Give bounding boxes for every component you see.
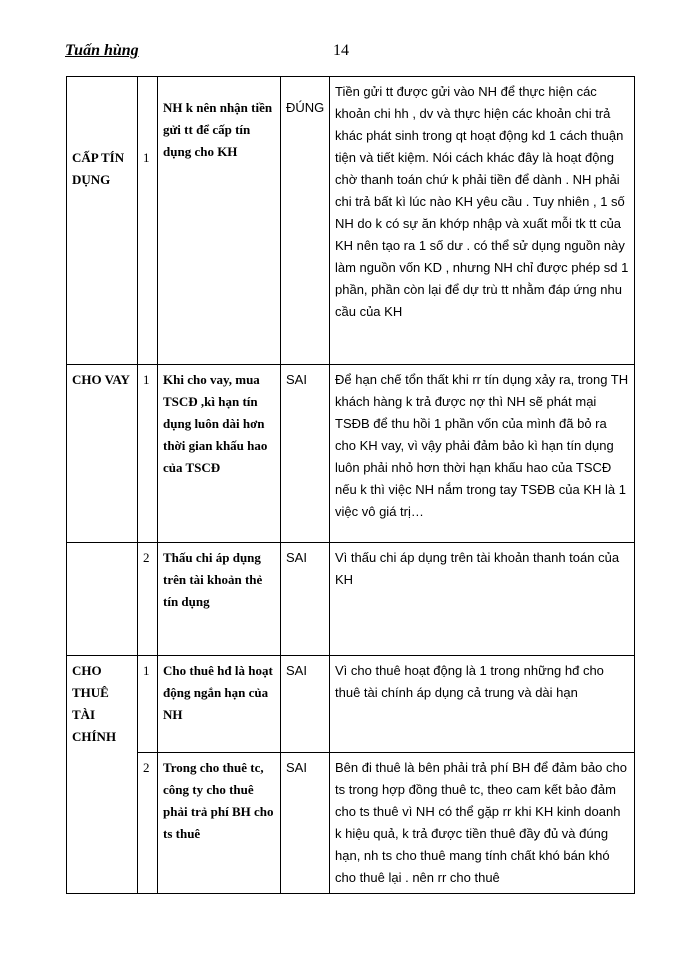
question-cell: Cho thuê hđ là hoạt động ngắn hạn của NH [158, 656, 281, 753]
index-cell: 1 [138, 77, 158, 365]
table-row [67, 543, 635, 656]
page-number: 14 [333, 42, 349, 59]
answer-cell: SAI [281, 365, 330, 543]
index-cell: 1 [138, 365, 158, 543]
table-row [67, 752, 635, 893]
answer-cell: SAI [281, 656, 330, 753]
category-cell [67, 543, 138, 656]
question-cell: Thấu chi áp dụng trên tài khoản thẻ tín dụng [158, 543, 281, 656]
explanation-cell: Tiền gửi tt được gửi vào NH để thực hiện các khoản chi hh , dv và thực hiện các khoản chi trả khác phát sinh trong qt hoạt động kd 1 cách thuận tiện và tiết kiệm. Nói cách khác đây là hoạt động chờ thanh toán chứ k phải tiền để dành . NH phải chi trả bất kì lúc nào KH yêu cầu . Tuy nhiên , 1 số NH do k có sự ăn khớp nhập và xuất mỗi tk tt của KH nên tạo ra 1 số dư . có thể sử dụng nguồn này làm nguồn vốn KD , nhưng NH chỉ được phép sd 1 phần, phần còn lại để dự trù tt nhằm đáp ứng nhu cầu của KH [330, 77, 635, 365]
category-cell [67, 752, 138, 893]
answer-cell: SAI [281, 543, 330, 656]
answer-cell: SAI [281, 752, 330, 893]
question-cell: Trong cho thuê tc, công ty cho thuê phải trả phí BH cho ts thuê [158, 752, 281, 893]
explanation-cell: Để hạn chế tổn thất khi rr tín dụng xảy ra, trong TH khách hàng k trả được nợ thì NH sẽ phát mại TSĐB để thu hồi 1 phần vốn của mình đã bỏ ra cho KH vay, vì vậy phải đảm bảo kì hạn tín dụng luôn phải nhỏ hơn thời hạn khấu hao của TSCĐ nếu k thì việc NH nắm trong tay TSĐB của KH là 1 việc vô giá trị… [330, 365, 635, 543]
table-row [67, 365, 635, 543]
category-cell: CHO THUÊ TÀI CHÍNH [67, 656, 138, 753]
question-cell: Khi cho vay, mua TSCĐ ,kì hạn tín dụng luôn dài hơn thời gian khấu hao của TSCĐ [158, 365, 281, 543]
category-cell: CẤP TÍN DỤNG [67, 77, 138, 365]
explanation-cell: Bên đi thuê là bên phải trả phí BH để đảm bảo cho ts trong hợp đồng thuê tc, theo cam kết bảo đảm cho ts thuê vì NH có thể gặp rr khi KH kinh doanh k hiệu quả, k trả được tiền thuê đầy đủ và đúng hạn, nh ts cho thuê mang tính chất khó bán khó cho thuê lại . nên rr cho thuê [330, 752, 635, 893]
qa-table [66, 76, 635, 894]
author-name: Tuấn hùng [65, 42, 139, 59]
page-header [65, 42, 645, 66]
answer-cell: ĐÚNG [281, 77, 330, 365]
index-cell: 1 [138, 656, 158, 753]
table-row [67, 77, 635, 365]
table-row [67, 656, 635, 753]
category-cell: CHO VAY [67, 365, 138, 543]
question-cell: NH k nên nhận tiền gửi tt để cấp tín dụng cho KH [158, 77, 281, 365]
index-cell: 2 [138, 752, 158, 893]
explanation-cell: Vì thấu chi áp dụng trên tài khoản thanh toán của KH [330, 543, 635, 656]
explanation-cell: Vì cho thuê hoạt động là 1 trong những hđ cho thuê tài chính áp dụng cả trung và dài hạn [330, 656, 635, 753]
index-cell: 2 [138, 543, 158, 656]
